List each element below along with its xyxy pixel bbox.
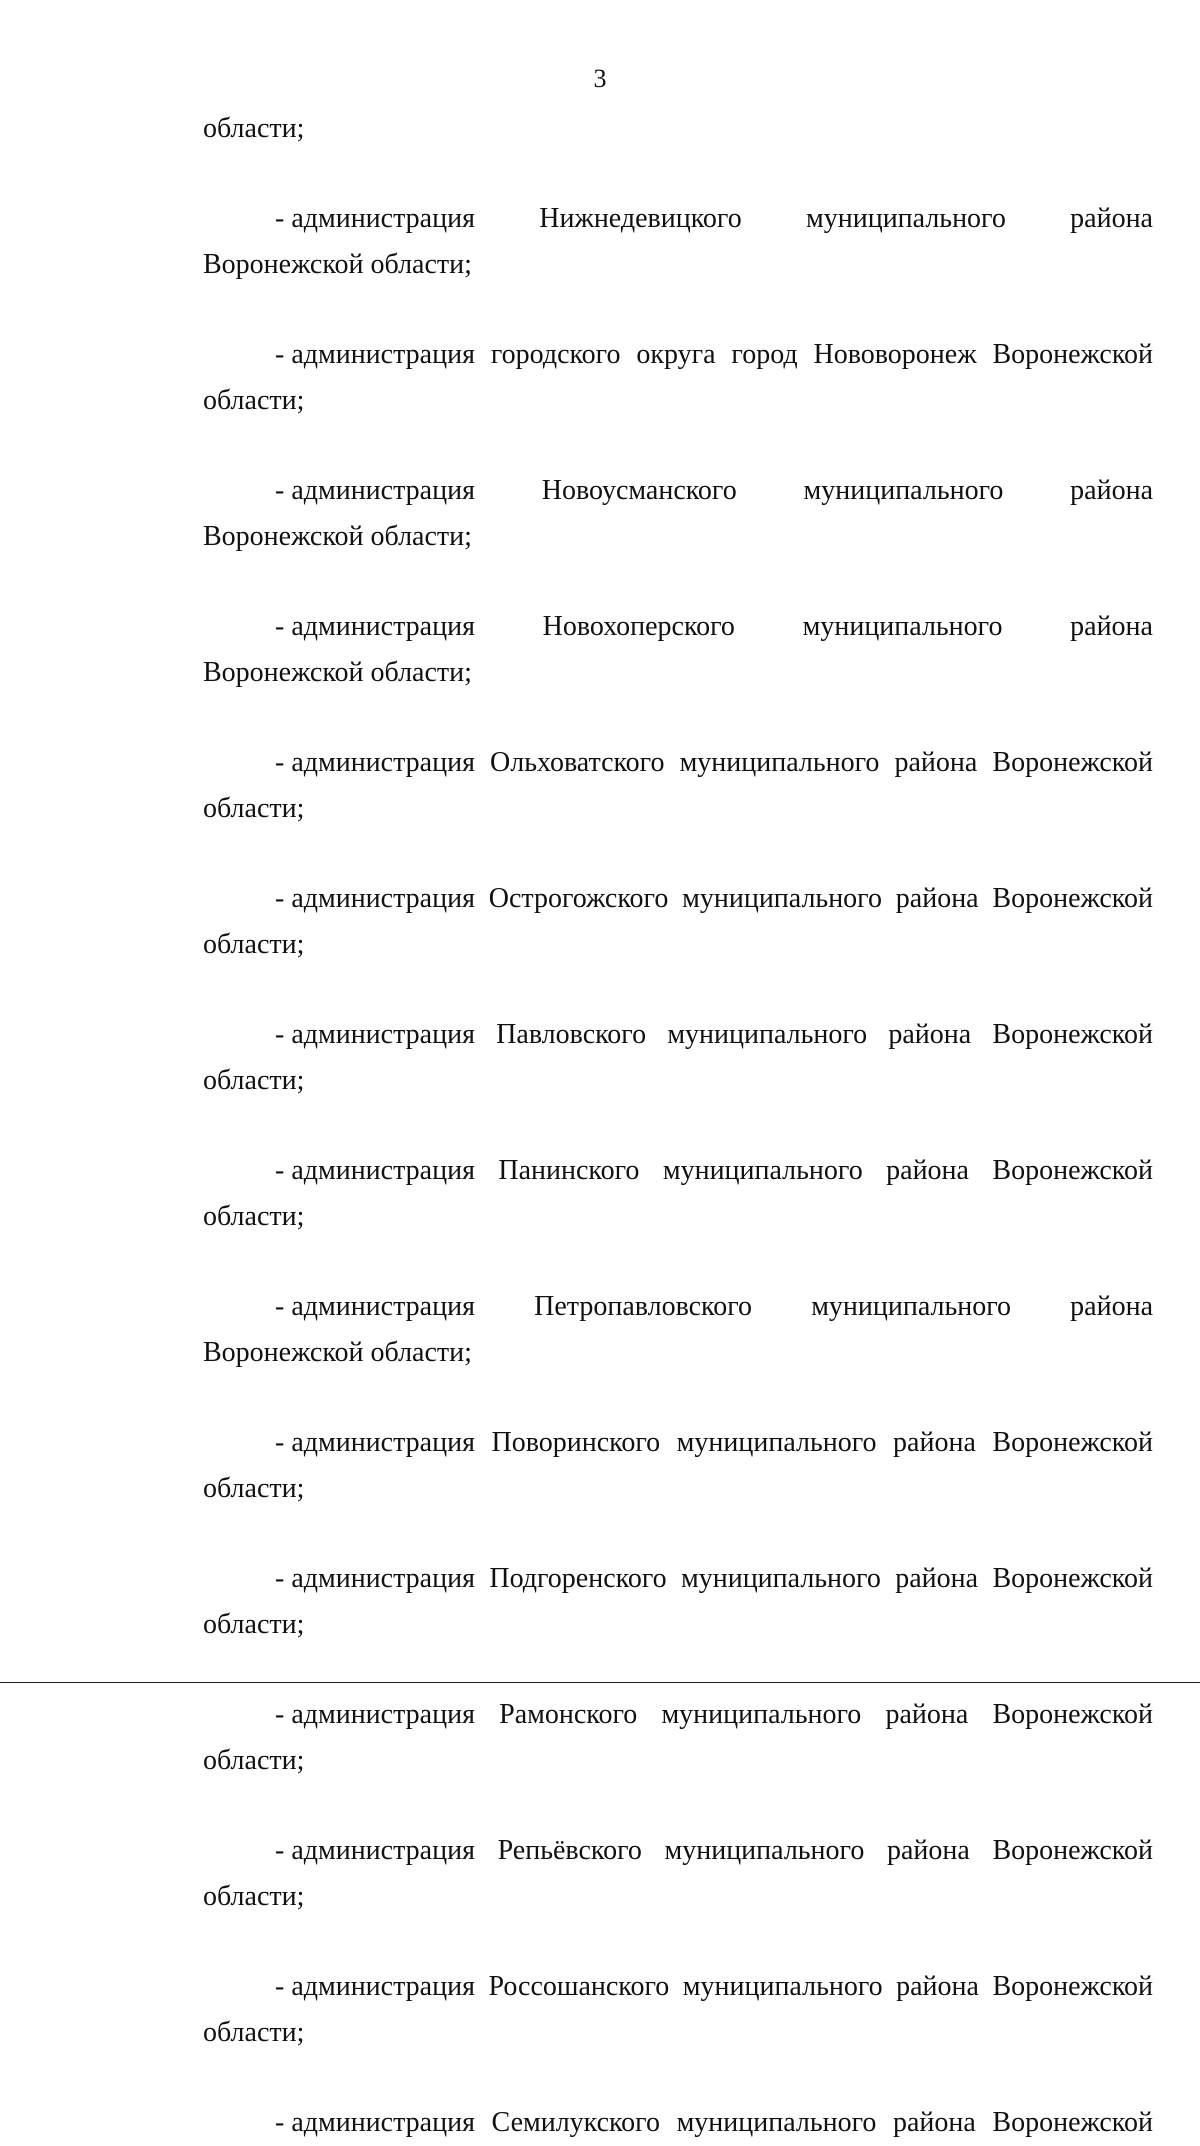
- word: района: [1070, 203, 1153, 234]
- word: - администрация: [275, 1155, 475, 1186]
- word: муниципального: [679, 747, 880, 778]
- bottom-rule: [0, 1682, 1200, 1683]
- word: муниципального: [667, 1019, 868, 1050]
- continuation-line: области;: [203, 113, 305, 144]
- word: района: [1070, 611, 1153, 642]
- list-item-first-line: [203, 196, 1153, 242]
- word: - администрация: [275, 203, 475, 234]
- word: района: [893, 1427, 976, 1458]
- word: Ольховатского: [490, 747, 665, 778]
- paragraph-gap: [203, 2056, 1153, 2100]
- list-item-first-line: [203, 1828, 1153, 1874]
- list-item-second-line: Воронежской области;: [203, 1337, 472, 1368]
- word: Нижнедевицкого: [539, 203, 742, 234]
- list-item-first-line: [203, 1284, 1153, 1330]
- document-body: [203, 106, 1153, 2146]
- paragraph-gap: [203, 1784, 1153, 1828]
- word: района: [1070, 475, 1153, 506]
- word: Подгоренского: [489, 1563, 667, 1594]
- list-item-second-line: области;: [203, 793, 305, 824]
- word: Павловского: [496, 1019, 647, 1050]
- word: Семилукского: [491, 2107, 660, 2138]
- word: Воронежской: [992, 1971, 1153, 2002]
- list-item-first-line: [203, 1964, 1153, 2010]
- word: город: [731, 339, 798, 370]
- word: муниципального: [802, 611, 1003, 642]
- paragraph-gap: [203, 1376, 1153, 1420]
- list-item-first-line: [203, 2100, 1153, 2146]
- list-item-second-line: области;: [203, 1473, 305, 1504]
- word: района: [895, 883, 979, 914]
- paragraph-gap: [203, 152, 1153, 196]
- list-item-second-line: области;: [203, 1609, 305, 1640]
- word: Воронежской: [992, 1019, 1153, 1050]
- paragraph-gap: [203, 1512, 1153, 1556]
- word: Воронежской: [992, 1699, 1153, 1730]
- word: Воронежской: [992, 1835, 1153, 1866]
- word: городского: [490, 339, 621, 370]
- list-item-second-line: области;: [203, 1881, 305, 1912]
- list-item-first-line: [203, 1012, 1153, 1058]
- word: Новохоперского: [542, 611, 735, 642]
- word: - администрация: [275, 339, 475, 370]
- word: муниципального: [662, 1155, 863, 1186]
- word: района: [1070, 1291, 1153, 1322]
- word: Воронежской: [992, 1427, 1153, 1458]
- list-item-first-line: [203, 1556, 1153, 1602]
- word: района: [893, 2107, 976, 2138]
- word: Нововоронеж: [813, 339, 977, 370]
- word: района: [888, 1019, 972, 1050]
- word: Воронежской: [992, 339, 1153, 370]
- list-item-second-line: области;: [203, 1065, 305, 1096]
- list-item-second-line: Воронежской области;: [203, 521, 472, 552]
- list-item-first-line: [203, 1420, 1153, 1466]
- word: муниципального: [664, 1835, 865, 1866]
- word: района: [896, 1971, 979, 2002]
- word: округа: [636, 339, 716, 370]
- word: муниципального: [681, 1563, 881, 1594]
- list-item-second-line: области;: [203, 929, 305, 960]
- word: Петропавловского: [534, 1291, 753, 1322]
- word: - администрация: [275, 1427, 475, 1458]
- word: муниципального: [676, 1427, 877, 1458]
- page-number: 3: [593, 64, 607, 93]
- word: муниципального: [676, 2107, 877, 2138]
- list-item-first-line: [203, 1148, 1153, 1194]
- word: района: [895, 1563, 979, 1594]
- word: района: [894, 747, 978, 778]
- list-item-first-line: [203, 740, 1153, 786]
- word: Воронежской: [992, 747, 1153, 778]
- word: района: [886, 1835, 970, 1866]
- word: Поворинского: [491, 1427, 661, 1458]
- word: района: [885, 1699, 969, 1730]
- paragraph-gap: [203, 424, 1153, 468]
- paragraph-gap: [203, 1240, 1153, 1284]
- paragraph-gap: [203, 288, 1153, 332]
- list-item-second-line: Воронежской области;: [203, 249, 472, 280]
- word: Воронежской: [992, 2107, 1153, 2138]
- word: Репьёвского: [497, 1835, 642, 1866]
- list-item-second-line: области;: [203, 2017, 305, 2048]
- word: муниципального: [661, 1699, 862, 1730]
- list-item-first-line: [203, 468, 1153, 514]
- word: муниципального: [811, 1291, 1012, 1322]
- list-item-second-line: области;: [203, 1201, 305, 1232]
- word: - администрация: [275, 475, 475, 506]
- paragraph-gap: [203, 560, 1153, 604]
- word: Рамонского: [499, 1699, 638, 1730]
- list-item-first-line: [203, 332, 1153, 378]
- word: - администрация: [275, 1019, 475, 1050]
- word: - администрация: [275, 1835, 475, 1866]
- word: муниципального: [682, 1971, 883, 2002]
- paragraph-gap: [203, 1104, 1153, 1148]
- word: муниципального: [806, 203, 1006, 234]
- word: - администрация: [275, 1563, 475, 1594]
- list-item-second-line: области;: [203, 1745, 305, 1776]
- list-item-first-line: [203, 876, 1153, 922]
- word: - администрация: [275, 747, 475, 778]
- list-item-first-line: [203, 1692, 1153, 1738]
- word: - администрация: [275, 1971, 475, 2002]
- paragraph-gap: [203, 696, 1153, 740]
- list-item-second-line: области;: [203, 385, 305, 416]
- word: Острогожского: [488, 883, 669, 914]
- word: муниципального: [682, 883, 882, 914]
- word: - администрация: [275, 1291, 475, 1322]
- list-item-first-line: [203, 604, 1153, 650]
- paragraph-gap: [203, 1648, 1153, 1692]
- word: Новоусманского: [541, 475, 737, 506]
- paragraph-gap: [203, 832, 1153, 876]
- word: района: [886, 1155, 969, 1186]
- list-item-second-line: Воронежской области;: [203, 657, 472, 688]
- word: - администрация: [275, 1699, 475, 1730]
- word: Воронежской: [992, 1563, 1153, 1594]
- word: Панинского: [498, 1155, 640, 1186]
- word: - администрация: [275, 883, 475, 914]
- word: муниципального: [803, 475, 1004, 506]
- paragraph-gap: [203, 1920, 1153, 1964]
- word: - администрация: [275, 611, 475, 642]
- word: Россошанского: [488, 1971, 670, 2002]
- word: Воронежской: [992, 1155, 1153, 1186]
- paragraph-gap: [203, 968, 1153, 1012]
- word: Воронежской: [992, 883, 1153, 914]
- word: - администрация: [275, 2107, 475, 2138]
